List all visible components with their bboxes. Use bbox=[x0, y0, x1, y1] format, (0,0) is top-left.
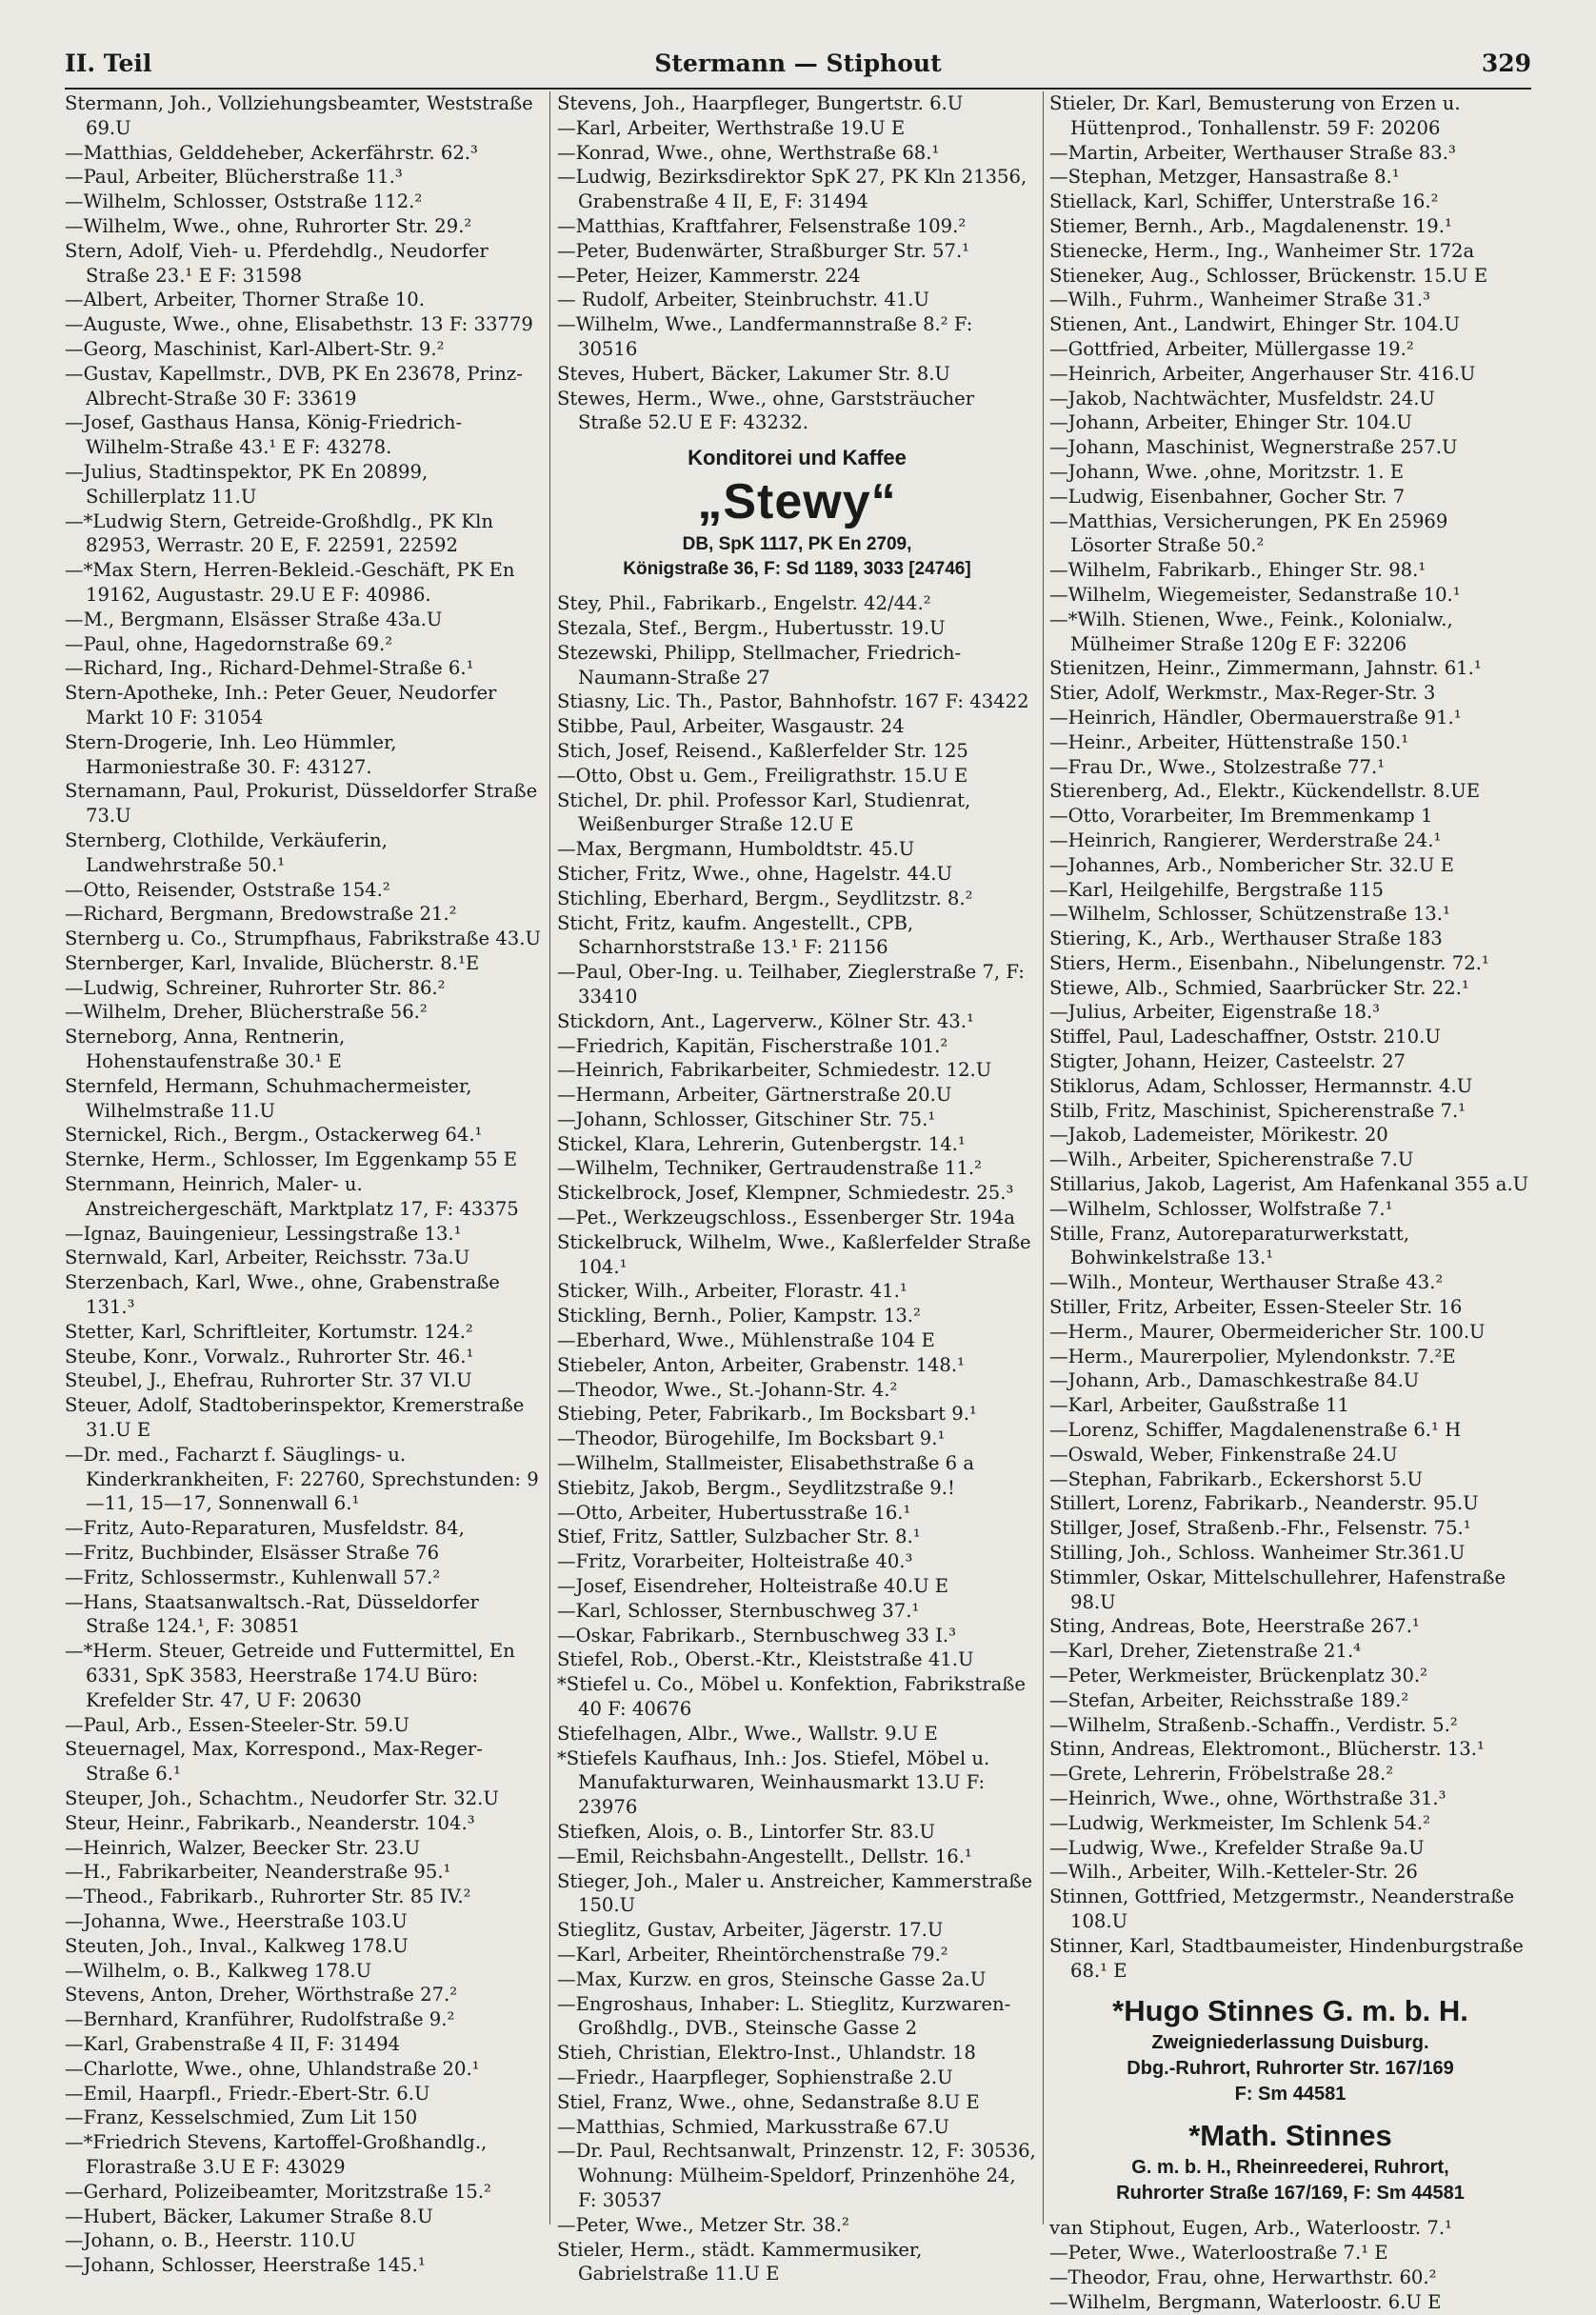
directory-entry: —Theodor, Frau, ohne, Herwarthstr. 60.² bbox=[1049, 2265, 1437, 2288]
directory-entry: Stibbe, Paul, Arbeiter, Wasgaustr. 24 bbox=[557, 715, 905, 738]
directory-entry: Sternmann, Heinrich, Maler- u. Anstreichergeschäft, Marktplatz 17, F: 43375 bbox=[65, 1173, 519, 1220]
directory-entry: Stillarius, Jakob, Lagerist, Am Hafenkanal 355 a.U bbox=[1049, 1173, 1529, 1196]
directory-entry: —Georg, Maschinist, Karl-Albert-Str. 9.² bbox=[65, 337, 445, 360]
directory-entry: —Emil, Reichsbahn-Angestellt., Dellstr. 16.¹ bbox=[557, 1845, 972, 1867]
directory-entry: —Fritz, Buchbinder, Elsässer Straße 76 bbox=[65, 1542, 440, 1565]
entry-list bbox=[1049, 2216, 1531, 2314]
directory-entry: —Johann, o. B., Heerstr. 110.U bbox=[65, 2229, 356, 2252]
directory-entry: Stigter, Johann, Heizer, Casteelstr. 27 bbox=[1049, 1050, 1406, 1073]
directory-entry: —Peter, Heizer, Kammerstr. 224 bbox=[557, 264, 861, 287]
directory-entry: —Fritz, Schlossermstr., Kuhlenwall 57.² bbox=[65, 1566, 441, 1588]
directory-entry: Stillert, Lorenz, Fabrikarb., Neanderstr. 95.U bbox=[1049, 1492, 1479, 1515]
directory-entry: Stiefelhagen, Albr., Wwe., Wallstr. 9.U E bbox=[557, 1722, 938, 1745]
directory-entry: —Johann, Maschinist, Wegnerstraße 257.U bbox=[1049, 436, 1458, 459]
directory-entry: Steves, Hubert, Bäcker, Lakumer Str. 8.U bbox=[557, 362, 950, 385]
directory-entry: Stimmler, Oskar, Mittelschullehrer, Hafenstraße 98.U bbox=[1049, 1566, 1506, 1613]
directory-entry: Sting, Andreas, Bote, Heerstraße 267.¹ bbox=[1049, 1615, 1420, 1638]
advertisement-stewy bbox=[557, 445, 1037, 582]
directory-entry: —Wilhelm, Wwe., Landfermannstraße 8.² F: 30516 bbox=[557, 313, 973, 360]
directory-entry: —Karl, Grabenstraße 4 II, F: 31494 bbox=[65, 2032, 401, 2055]
directory-entry: Stinner, Karl, Stadtbaumeister, Hindenburgstraße 68.¹ E bbox=[1049, 1934, 1524, 1982]
directory-entry: Stille, Franz, Autoreparaturwerkstatt, Bohwinkelstraße 13.¹ bbox=[1049, 1222, 1409, 1269]
directory-entry: *Stiefels Kaufhaus, Inh.: Jos. Stiefel, Möbel u. Manufakturwaren, Weinhausmarkt 13.U F: 23976 bbox=[557, 1746, 990, 1819]
directory-entry: Stey, Phil., Fabrikarb., Engelstr. 42/44.² bbox=[557, 592, 931, 615]
directory-entry: Sterneborg, Anna, Rentnerin, Hohenstaufenstraße 30.¹ E bbox=[65, 1026, 346, 1073]
directory-entry: Stiel, Franz, Wwe., ohne, Sedanstraße 8.U E bbox=[557, 2090, 980, 2113]
directory-entry: —Herm., Maurerpolier, Mylendonkstr. 7.²E bbox=[1049, 1345, 1456, 1367]
column-3 bbox=[1049, 91, 1531, 2313]
directory-entry: Sternwald, Karl, Arbeiter, Reichsstr. 73a.U bbox=[65, 1247, 470, 1269]
directory-entry: —Dr. med., Facharzt f. Säuglings- u. Kinderkrankheiten, F: 22760, Sprechstunden: 9—11, 15—17, Sonnenwall 6.¹ bbox=[65, 1443, 539, 1515]
directory-entry: Stiefel, Rob., Oberst.-Ktr., Kleiststraße 41.U bbox=[557, 1648, 974, 1671]
directory-entry: —Karl, Dreher, Zietenstraße 21.⁴ bbox=[1049, 1640, 1362, 1663]
directory-entry: —M., Bergmann, Elsässer Straße 43a.U bbox=[65, 608, 443, 630]
advertisement-math-stinnes bbox=[1049, 2117, 1531, 2206]
directory-entry: —Johann, Wwe. ,ohne, Moritzstr. 1. E bbox=[1049, 460, 1405, 483]
directory-entry: —Hermann, Arbeiter, Gärtnerstraße 20.U bbox=[557, 1084, 952, 1107]
directory-entry: —Eberhard, Wwe., Mühlenstraße 104 E bbox=[557, 1329, 935, 1352]
directory-entry: Stieglitz, Gustav, Arbeiter, Jägerstr. 17.U bbox=[557, 1919, 944, 1942]
directory-entry: Stickdorn, Ant., Lagerverw., Kölner Str. 43.¹ bbox=[557, 1009, 974, 1032]
directory-entry: —Matthias, Schmied, Markusstraße 67.U bbox=[557, 2115, 949, 2138]
directory-entry: Stieh, Christian, Elektro-Inst., Uhlandstr. 18 bbox=[557, 2042, 976, 2065]
directory-entry: *Stiefel u. Co., Möbel u. Konfektion, Fabrikstraße 40 F: 40676 bbox=[557, 1673, 1026, 1721]
ad-line: Zweigniederlassung Duisburg. bbox=[1151, 2032, 1429, 2054]
directory-entry: Steuper, Joh., Schachtm., Neudorfer Str. 32.U bbox=[65, 1786, 499, 1809]
directory-entry: Stiefken, Alois, o. B., Lintorfer Str. 83.U bbox=[557, 1821, 935, 1843]
directory-entry: —Stephan, Fabrikarb., Eckershorst 5.U bbox=[1049, 1467, 1423, 1490]
directory-entry: —Matthias, Kraftfahrer, Felsenstraße 109.² bbox=[557, 214, 967, 237]
directory-entry: —Heinrich, Händler, Obermauerstraße 91.¹ bbox=[1049, 706, 1462, 728]
directory-entry: —Otto, Vorarbeiter, Im Bremmenkamp 1 bbox=[1049, 805, 1433, 828]
directory-entry: —Peter, Wwe., Waterloostraße 7.¹ E bbox=[1049, 2242, 1388, 2265]
directory-entry: Stiasny, Lic. Th., Pastor, Bahnhofstr. 167 F: 43422 bbox=[557, 690, 1029, 713]
directory-entry: —*Max Stern, Herren-Bekleid.-Geschäft, PK En 19162, Augustastr. 29.U E F: 40986. bbox=[65, 559, 515, 606]
page-number: 329 bbox=[1481, 50, 1531, 77]
ad-line: Königstraße 36, F: Sd 1189, 3033 [24746] bbox=[623, 559, 971, 580]
directory-entry: —Paul, ohne, Hagedornstraße 69.² bbox=[65, 632, 393, 655]
directory-entry: Stern, Adolf, Vieh- u. Pferdehdlg., Neudorfer Straße 23.¹ E F: 31598 bbox=[65, 239, 489, 287]
directory-entry: Stienitzen, Heinr., Zimmermann, Jahnstr. 61.¹ bbox=[1049, 657, 1482, 680]
directory-entry: —*Ludwig Stern, Getreide-Großhdlg., PK Kln 82953, Werrastr. 20 E, F. 22591, 22592 bbox=[65, 509, 493, 557]
directory-entry: Stillger, Josef, Straßenb.-Fhr., Felsenstr. 75.¹ bbox=[1049, 1517, 1471, 1540]
directory-entry: —Otto, Reisender, Oststraße 154.² bbox=[65, 878, 390, 901]
directory-entry: —Wilh., Arbeiter, Spicherenstraße 7.U bbox=[1049, 1148, 1414, 1171]
running-title: Stermann — Stiphout bbox=[654, 50, 942, 77]
header-rule bbox=[65, 88, 1531, 90]
directory-entry: Sticker, Wilh., Arbeiter, Florastr. 41.¹ bbox=[557, 1280, 908, 1303]
directory-entry: Stetter, Karl, Schriftleiter, Kortumstr. 124.² bbox=[65, 1320, 473, 1343]
directory-entry: —Jakob, Nachtwächter, Musfeldstr. 24.U bbox=[1049, 387, 1435, 409]
directory-entry: Stermann, Joh., Vollziehungsbeamter, Weststraße 69.U bbox=[65, 92, 533, 139]
directory-entry: —Bernhard, Kranführer, Rudolfstraße 9.² bbox=[65, 2008, 455, 2031]
ad-subtitle: Konditorei und Kaffee bbox=[688, 446, 907, 470]
directory-entry: Steuernagel, Max, Korrespond., Max-Reger-Straße 6.¹ bbox=[65, 1738, 483, 1786]
directory-entry: —Wilhelm, Straßenb.-Schaffn., Verdistr. 5.² bbox=[1049, 1713, 1458, 1736]
ad-line: DB, SpK 1117, PK En 2709, bbox=[682, 534, 912, 555]
directory-entry: Stickelbrock, Josef, Klempner, Schmiedestr. 25.³ bbox=[557, 1182, 1014, 1205]
directory-entry: Stier, Adolf, Werkmstr., Max-Reger-Str. 3 bbox=[1049, 682, 1436, 705]
directory-entry: —Oskar, Fabrikarb., Sternbuschweg 33 I.³ bbox=[557, 1624, 957, 1646]
directory-entry: Stilling, Joh., Schloss. Wanheimer Str.361.U bbox=[1049, 1542, 1466, 1565]
directory-entry: —Gottfried, Arbeiter, Müllergasse 19.² bbox=[1049, 337, 1414, 360]
directory-entry: —Martin, Arbeiter, Werthauser Straße 83.³ bbox=[1049, 141, 1456, 164]
directory-entry: Sternfeld, Hermann, Schuhmachermeister, Wilhelmstraße 11.U bbox=[65, 1074, 472, 1122]
ad-line: Ruhrorter Straße 167/169, F: Sm 44581 bbox=[1116, 2183, 1465, 2205]
directory-entry: Steur, Heinr., Fabrikarb., Neanderstr. 104.³ bbox=[65, 1811, 475, 1834]
directory-entry: —H., Fabrikarbeiter, Neanderstraße 95.¹ bbox=[65, 1861, 451, 1884]
directory-entry: van Stiphout, Eugen, Arb., Waterloostr. 7.¹ bbox=[1049, 2217, 1452, 2240]
directory-entry: —Stefan, Arbeiter, Reichsstraße 189.² bbox=[1049, 1688, 1409, 1711]
directory-entry: —Johannes, Arb., Nombericher Str. 32.U E bbox=[1049, 853, 1454, 876]
directory-entry: —Johann, Arbeiter, Ehinger Str. 104.U bbox=[1049, 411, 1412, 434]
directory-entry: —Charlotte, Wwe., ohne, Uhlandstraße 20.¹ bbox=[65, 2057, 480, 2080]
column-divider bbox=[1043, 91, 1044, 2225]
directory-entry: —Karl, Arbeiter, Gaußstraße 11 bbox=[1049, 1394, 1349, 1417]
directory-entry: —Wilh., Monteur, Werthauser Straße 43.² bbox=[1049, 1271, 1444, 1294]
directory-entry: Stieler, Dr. Karl, Bemusterung von Erzen u. Hüttenprod., Tonhallenstr. 59 F: 20206 bbox=[1049, 92, 1461, 139]
directory-entry: Sticher, Fritz, Wwe., ohne, Hagelstr. 44.U bbox=[557, 862, 953, 885]
directory-entry: Stierenberg, Ad., Elektr., Kückendellstr. 8.UE bbox=[1049, 780, 1481, 803]
directory-entry: Stiemer, Bernh., Arb., Magdalenenstr. 19.¹ bbox=[1049, 214, 1452, 237]
directory-entry: —Peter, Werkmeister, Brückenplatz 30.² bbox=[1049, 1665, 1428, 1686]
directory-entry: —Ludwig, Werkmeister, Im Schlenk 54.² bbox=[1049, 1811, 1430, 1834]
directory-entry: —Wilh., Arbeiter, Wilh.-Ketteler-Str. 26 bbox=[1049, 1861, 1418, 1884]
directory-entry: —Wilhelm, o. B., Kalkweg 178.U bbox=[65, 1959, 372, 1982]
directory-entry: Stickelbruck, Wilhelm, Wwe., Kaßlerfelder Straße 104.¹ bbox=[557, 1230, 1031, 1278]
directory-entry: —Wilhelm, Schlosser, Wolfstraße 7.¹ bbox=[1049, 1197, 1393, 1220]
directory-entry: —Ludwig, Eisenbahner, Gocher Str. 7 bbox=[1049, 485, 1406, 508]
directory-entry: —Pet., Werkzeugschloss., Essenberger Str. 194a bbox=[557, 1207, 1015, 1229]
directory-entry: Stichel, Dr. phil. Professor Karl, Studienrat, Weißenburger Straße 12.U E bbox=[557, 788, 971, 836]
entry-list bbox=[557, 91, 1037, 435]
directory-entry: Stinn, Andreas, Elektromont., Blücherstr. 13.¹ bbox=[1049, 1738, 1485, 1761]
directory-entry: —Otto, Arbeiter, Hubertusstraße 16.¹ bbox=[557, 1501, 911, 1524]
directory-entry: —Auguste, Wwe., ohne, Elisabethstr. 13 F: 33779 bbox=[65, 313, 533, 336]
column-2 bbox=[557, 91, 1037, 2285]
directory-entry: —Heinrich, Wwe., ohne, Wörthstraße 31.³ bbox=[1049, 1786, 1446, 1809]
ad-line: F: Sm 44581 bbox=[1234, 2084, 1347, 2105]
directory-entry: —Johann, Schlosser, Gitschiner Str. 75.¹ bbox=[557, 1108, 936, 1130]
ad-name: „Stewy“ bbox=[697, 474, 897, 530]
entry-list bbox=[557, 591, 1037, 2286]
directory-entry: —*Herm. Steuer, Getreide und Futtermittel, En 6331, SpK 3583, Heerstraße 174.U Büro: Krefelder Str. 47, U F: 20630 bbox=[65, 1640, 515, 1711]
directory-entry: Stiebitz, Jakob, Bergm., Seydlitzstraße 9.! bbox=[557, 1476, 955, 1499]
directory-entry: Stichling, Eberhard, Bergm., Seydlitzstr. 8.² bbox=[557, 887, 973, 909]
column-1 bbox=[65, 91, 542, 2277]
directory-entry: —Richard, Bergmann, Bredowstraße 21.² bbox=[65, 903, 457, 926]
directory-entry: —Wilhelm, Wwe., ohne, Ruhrorter Str. 29.² bbox=[65, 214, 472, 237]
directory-entry: —Wilhelm, Fabrikarb., Ehinger Str. 98.¹ bbox=[1049, 559, 1426, 582]
directory-entry: Stickling, Bernh., Polier, Kampstr. 13.² bbox=[557, 1305, 921, 1327]
section-label: II. Teil bbox=[65, 50, 152, 77]
directory-entry: —Heinr., Arbeiter, Hüttenstraße 150.¹ bbox=[1049, 730, 1409, 753]
directory-entry: —Herm., Maurer, Obermeidericher Str. 100.U bbox=[1049, 1320, 1486, 1343]
directory-entry: Stief, Fritz, Sattler, Sulzbacher Str. 8.¹ bbox=[557, 1526, 921, 1548]
directory-entry: —Wilhelm, Bergmann, Waterloostr. 6.U E bbox=[1049, 2290, 1442, 2313]
directory-entry: —Karl, Schlosser, Sternbuschweg 37.¹ bbox=[557, 1599, 920, 1622]
directory-entry: —Franz, Kesselschmied, Zum Lit 150 bbox=[65, 2106, 418, 2129]
directory-entry: Stieler, Herm., städt. Kammermusiker, Gabrielstraße 11.U E bbox=[557, 2238, 923, 2285]
directory-entry: —Richard, Ing., Richard-Dehmel-Straße 6.¹ bbox=[65, 657, 474, 680]
directory-entry: —Stephan, Metzger, Hansastraße 8.¹ bbox=[1049, 166, 1400, 189]
directory-entry: —Johann, Arb., Damaschkestraße 84.U bbox=[1049, 1369, 1420, 1392]
directory-entry: Stiebing, Peter, Fabrikarb., Im Bocksbart 9.¹ bbox=[557, 1403, 977, 1426]
directory-entry: —Wilhelm, Wiegemeister, Sedanstraße 10.¹ bbox=[1049, 583, 1461, 606]
directory-entry: —Konrad, Wwe., ohne, Werthstraße 68.¹ bbox=[557, 141, 940, 164]
entry-list bbox=[1049, 91, 1531, 1983]
directory-entry: Sternickel, Rich., Bergm., Ostackerweg 64.¹ bbox=[65, 1124, 483, 1147]
directory-entry: —Heinrich, Walzer, Beecker Str. 23.U bbox=[65, 1836, 421, 1859]
ad-line: G. m. b. H., Rheinreederei, Ruhrort, bbox=[1131, 2157, 1449, 2179]
directory-entry: —Ludwig, Schreiner, Ruhrorter Str. 86.² bbox=[65, 976, 446, 999]
directory-entry: —Wilhelm, Dreher, Blücherstraße 56.² bbox=[65, 1001, 428, 1024]
directory-entry: —Max, Bergmann, Humboldtstr. 45.U bbox=[557, 838, 915, 861]
directory-entry: Stewes, Herm., Wwe., ohne, Garststräucher Straße 52.U E F: 43232. bbox=[557, 387, 975, 434]
directory-entry: Sternberg, Clothilde, Verkäuferin, Landwehrstraße 50.¹ bbox=[65, 828, 388, 876]
directory-entry: —Johanna, Wwe., Heerstraße 103.U bbox=[65, 1909, 408, 1932]
directory-entry: —Hubert, Bäcker, Lakumer Straße 8.U bbox=[65, 2205, 433, 2227]
directory-entry: —Wilhelm, Stallmeister, Elisabethstraße 6 a bbox=[557, 1452, 975, 1475]
directory-entry: —Emil, Haarpfl., Friedr.-Ebert-Str. 6.U bbox=[65, 2082, 430, 2105]
ad-line: Dbg.-Ruhrort, Ruhrorter Str. 167/169 bbox=[1127, 2058, 1454, 2080]
directory-entry: Steuten, Joh., Inval., Kalkweg 178.U bbox=[65, 1934, 409, 1957]
directory-entry: —Josef, Eisendreher, Holteistraße 40.U E bbox=[557, 1575, 949, 1598]
directory-entry: —Friedrich, Kapitän, Fischerstraße 101.² bbox=[557, 1034, 948, 1057]
directory-entry: —Engroshaus, Inhaber: L. Stieglitz, Kurzwaren-Großhdlg., DVB., Steinsche Gasse 2 bbox=[557, 1992, 1011, 2040]
directory-entry: —*Wilh. Stienen, Wwe., Feink., Kolonialw., Mülheimer Straße 120g E F: 32206 bbox=[1049, 608, 1453, 655]
directory-entry: —Hans, Staatsanwaltsch.-Rat, Düsseldorfer Straße 124.¹, F: 30851 bbox=[65, 1590, 479, 1638]
directory-entry: —Lorenz, Schiffer, Magdalenenstraße 6.¹ H bbox=[1049, 1419, 1462, 1442]
directory-entry: —*Friedrich Stevens, Kartoffel-Großhandlg., Florastraße 3.U E F: 43029 bbox=[65, 2131, 488, 2178]
directory-entry: —Peter, Wwe., Metzer Str. 38.² bbox=[557, 2213, 849, 2236]
ad-title: *Hugo Stinnes G. m. b. H. bbox=[1112, 1994, 1468, 2028]
directory-entry: Stezala, Stef., Bergm., Hubertusstr. 19.U bbox=[557, 616, 946, 639]
directory-entry: —Fritz, Vorarbeiter, Holteistraße 40.³ bbox=[557, 1550, 913, 1573]
directory-entry: Stiers, Herm., Eisenbahn., Nibelungenstr. 72.¹ bbox=[1049, 951, 1489, 974]
directory-entry: —Paul, Ober-Ing. u. Teilhaber, Zieglerstraße 7, F: 33410 bbox=[557, 961, 1025, 1008]
directory-entry: Stevens, Joh., Haarpfleger, Bungertstr. 6.U bbox=[557, 92, 964, 114]
directory-entry: —Josef, Gasthaus Hansa, König-Friedrich-Wilhelm-Straße 43.¹ E F: 43278. bbox=[65, 411, 463, 459]
directory-entry: Steube, Konr., Vorwalz., Ruhrorter Str. 46.¹ bbox=[65, 1345, 474, 1367]
directory-entry: —Jakob, Lademeister, Mörikestr. 20 bbox=[1049, 1124, 1388, 1147]
directory-entry: —Paul, Arb., Essen-Steeler-Str. 59.U bbox=[65, 1713, 409, 1736]
directory-entry: —Frau Dr., Wwe., Stolzestraße 77.¹ bbox=[1049, 755, 1386, 778]
directory-entry: —Wilhelm, Schlosser, Oststraße 112.² bbox=[65, 190, 423, 213]
directory-entry: Sterzenbach, Karl, Wwe., ohne, Grabenstraße 131.³ bbox=[65, 1271, 500, 1319]
directory-entry: —Wilh., Fuhrm., Wanheimer Straße 31.³ bbox=[1049, 289, 1430, 311]
directory-entry: — Rudolf, Arbeiter, Steinbruchstr. 41.U bbox=[557, 289, 930, 311]
directory-entry: Sternberger, Karl, Invalide, Blücherstr. 8.¹E bbox=[65, 951, 480, 974]
directory-entry: —Theodor, Bürogehilfe, Im Bocksbart 9.¹ bbox=[557, 1427, 946, 1450]
column-divider bbox=[549, 91, 550, 2225]
directory-entry: —Grete, Lehrerin, Fröbelstraße 28.² bbox=[1049, 1763, 1394, 1786]
directory-entry: —Ludwig, Wwe., Krefelder Straße 9a.U bbox=[1049, 1836, 1425, 1859]
directory-entry: —Karl, Arbeiter, Werthstraße 19.U E bbox=[557, 116, 906, 139]
directory-entry: —Theod., Fabrikarb., Ruhrorter Str. 85 IV.² bbox=[65, 1886, 471, 1908]
directory-entry: —Johann, Schlosser, Heerstraße 145.¹ bbox=[65, 2254, 426, 2277]
directory-entry: Stieger, Joh., Maler u. Anstreicher, Kammerstraße 150.U bbox=[557, 1869, 1033, 1917]
directory-entry: Stilb, Fritz, Maschinist, Spicherenstraße 7.¹ bbox=[1049, 1099, 1466, 1122]
directory-entry: Sternamann, Paul, Prokurist, Düsseldorfer Straße 73.U bbox=[65, 780, 538, 828]
directory-entry: Stieneker, Aug., Schlosser, Brückenstr. 15.U E bbox=[1049, 264, 1488, 287]
directory-entry: Stiering, K., Arb., Werthauser Straße 183 bbox=[1049, 928, 1443, 950]
directory-entry: —Julius, Stadtinspektor, PK En 20899, Schillerplatz 11.U bbox=[65, 460, 429, 508]
directory-entry: —Karl, Arbeiter, Rheintörchenstraße 79.² bbox=[557, 1943, 948, 1966]
directory-entry: Stickel, Klara, Lehrerin, Gutenbergstr. 14.¹ bbox=[557, 1132, 966, 1155]
directory-entry: —Friedr., Haarpfleger, Sophienstraße 2.U bbox=[557, 2066, 953, 2088]
directory-entry: —Fritz, Auto-Reparaturen, Musfeldstr. 84, bbox=[65, 1517, 465, 1540]
directory-entry: —Dr. Paul, Rechtsanwalt, Prinzenstr. 12, F: 30536, Wohnung: Mülheim-Speldorf, Prinzenhöhe 24, F: 30537 bbox=[557, 2140, 1036, 2211]
directory-entry: —Matthias, Versicherungen, PK En 25969 Lösorter Straße 50.² bbox=[1049, 509, 1448, 557]
directory-entry: —Ludwig, Bezirksdirektor SpK 27, PK Kln 21356, Grabenstraße 4 II, E, F: 31494 bbox=[557, 166, 1027, 213]
directory-entry: Stich, Josef, Reisend., Kaßlerfelder Str. 125 bbox=[557, 739, 968, 762]
directory-entry: —Heinrich, Fabrikarbeiter, Schmiedestr. 12.U bbox=[557, 1059, 992, 1082]
directory-entry: —Theodor, Wwe., St.-Johann-Str. 4.² bbox=[557, 1378, 898, 1401]
directory-entry: Stinnen, Gottfried, Metzgermstr., Neanderstraße 108.U bbox=[1049, 1886, 1515, 1932]
directory-entry: Stern-Apotheke, Inh.: Peter Geuer, Neudorfer Markt 10 F: 31054 bbox=[65, 682, 497, 728]
directory-entry: Sternberg u. Co., Strumpfhaus, Fabrikstraße 43.U bbox=[65, 928, 542, 950]
directory-entry: Stienecke, Herm., Ing., Wanheimer Str. 172a bbox=[1049, 239, 1475, 262]
page-header bbox=[65, 50, 1531, 88]
directory-entry: —Heinrich, Rangierer, Werderstraße 24.¹ bbox=[1049, 828, 1442, 851]
directory-entry: Stern-Drogerie, Inh. Leo Hümmler, Harmoniestraße 30. F: 43127. bbox=[65, 730, 397, 778]
directory-entry: Steuer, Adolf, Stadtoberinspektor, Kremerstraße 31.U E bbox=[65, 1394, 525, 1442]
directory-entry: —Gerhard, Polizeibeamter, Moritzstraße 15.² bbox=[65, 2180, 491, 2203]
directory-entry: —Wilhelm, Schlosser, Schützenstraße 13.¹ bbox=[1049, 903, 1450, 926]
advertisement-hugo-stinnes bbox=[1049, 1992, 1531, 2107]
directory-entry: —Otto, Obst u. Gem., Freiligrathstr. 15.U E bbox=[557, 764, 968, 787]
directory-entry: —Julius, Arbeiter, Eigenstraße 18.³ bbox=[1049, 1001, 1381, 1024]
directory-entry: Stiffel, Paul, Ladeschaffner, Oststr. 210.U bbox=[1049, 1026, 1441, 1048]
directory-entry: —Heinrich, Arbeiter, Angerhauser Str. 416.U bbox=[1049, 362, 1476, 385]
directory-entry: Stiewe, Alb., Schmied, Saarbrücker Str. 22.¹ bbox=[1049, 976, 1469, 999]
directory-entry: Sternke, Herm., Schlosser, Im Eggenkamp 55 E bbox=[65, 1148, 518, 1171]
directory-entry: Stiellack, Karl, Schiffer, Unterstraße 16.² bbox=[1049, 190, 1439, 213]
directory-entry: —Paul, Arbeiter, Blücherstraße 11.³ bbox=[65, 166, 403, 189]
directory-entry: Stiebeler, Anton, Arbeiter, Grabenstr. 148.¹ bbox=[557, 1353, 965, 1376]
directory-entry: —Ignaz, Bauingenieur, Lessingstraße 13.¹ bbox=[65, 1222, 462, 1245]
directory-entry: —Matthias, Gelddeheber, Ackerfährstr. 62.³ bbox=[65, 141, 478, 164]
directory-entry: —Gustav, Kapellmstr., DVB, PK En 23678, Prinz-Albrecht-Straße 30 F: 33619 bbox=[65, 362, 523, 409]
directory-entry: Stiklorus, Adam, Schlosser, Hermannstr. 4.U bbox=[1049, 1074, 1473, 1097]
directory-entry: Stiller, Fritz, Arbeiter, Essen-Steeler Str. 16 bbox=[1049, 1296, 1463, 1319]
directory-entry: Stezewski, Philipp, Stellmacher, Friedrich-Naumann-Straße 27 bbox=[557, 641, 962, 689]
directory-entry: Stevens, Anton, Dreher, Wörthstraße 27.² bbox=[65, 1984, 458, 2006]
directory-entry: —Karl, Heilgehilfe, Bergstraße 115 bbox=[1049, 878, 1385, 901]
directory-entry: Stienen, Ant., Landwirt, Ehinger Str. 104.U bbox=[1049, 313, 1461, 336]
directory-entry: Steubel, J., Ehefrau, Ruhrorter Str. 37 VI.U bbox=[65, 1369, 472, 1392]
directory-entry: —Peter, Budenwärter, Straßburger Str. 57.¹ bbox=[557, 239, 970, 262]
ad-title: *Math. Stinnes bbox=[1188, 2119, 1392, 2153]
directory-entry: —Albert, Arbeiter, Thorner Straße 10. bbox=[65, 289, 425, 311]
directory-entry: —Oswald, Weber, Finkenstraße 24.U bbox=[1049, 1443, 1398, 1466]
directory-entry: Sticht, Fritz, kaufm. Angestellt., CPB, Scharnhorststraße 13.¹ F: 21156 bbox=[557, 911, 914, 959]
directory-entry: —Max, Kurzw. en gros, Steinsche Gasse 2a.U bbox=[557, 1967, 987, 1990]
entry-list bbox=[65, 91, 541, 2278]
directory-entry: —Wilhelm, Techniker, Gertraudenstraße 11.² bbox=[557, 1157, 983, 1180]
